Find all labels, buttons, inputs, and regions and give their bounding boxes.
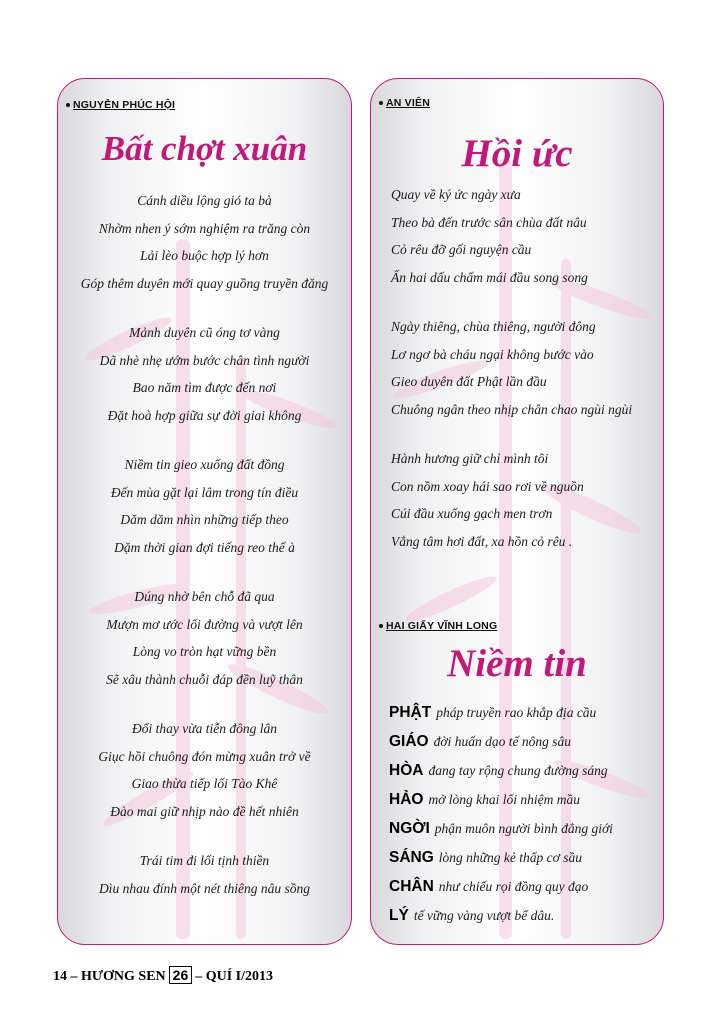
acrostic-line <box>389 698 613 727</box>
poem-line: Cánh diều lộng gió ta bà <box>137 193 272 208</box>
acrostic-keyword: LÝ <box>389 907 409 924</box>
acrostic-text: pháp truyền rao khắp địa cầu <box>436 705 597 720</box>
poem-line: Dã nhè nhẹ ướm bước chân tình người <box>99 352 310 368</box>
poem-body <box>391 181 632 555</box>
poem-line: Chuông ngân theo nhịp chân chao ngùi ngùi <box>391 401 633 417</box>
author-byline <box>379 620 497 632</box>
poem-line: Lòng vo tròn hạt vững bền <box>132 644 277 659</box>
poem-line: Dặm thời gian đợi tiếng reo thế à <box>114 539 295 555</box>
poem-line: Dìu nhau đính một nét thiêng nâu sồng <box>98 880 311 896</box>
stanza-break <box>58 561 351 583</box>
stanza-break <box>58 825 351 847</box>
magazine-name: – HƯƠNG SEN <box>70 969 166 984</box>
acrostic-keyword: PHẬT <box>389 704 432 721</box>
author-name: AN VIÊN <box>386 97 430 109</box>
poem-line: Mảnh duyên cũ óng tơ vàng <box>129 325 280 340</box>
acrostic-text: như chiếu rọi đồng quy đạo <box>438 879 589 894</box>
poem-line: Lơ ngơ bà cháu ngại không bước vào <box>391 346 594 362</box>
poem-line: Đổi thay vừa tiễn đông lân <box>132 721 277 736</box>
poem-line: Cỏ rêu đỡ gối nguyện cầu <box>391 242 532 257</box>
acrostic-line <box>389 756 613 785</box>
poem-line: Cúi đầu xuống gạch men trơn <box>391 506 553 521</box>
poem-line: Góp thêm duyên mới quay guồng truyền đăng <box>80 275 329 291</box>
poem-line: Trái tim đi lối tịnh thiền <box>139 853 270 868</box>
acrostic-line <box>389 872 613 901</box>
issue-number: 26 <box>169 966 193 984</box>
acrostic-text: lòng những kẻ thấp cơ sầu <box>438 850 582 865</box>
poem-line: Bao năm tìm được đến nơi <box>132 380 277 395</box>
acrostic-keyword: NGỜI <box>389 820 430 837</box>
poem-title: Niềm tin <box>447 642 587 685</box>
poem-line: Đặt hoà hợp giữa sự đời giai không <box>107 407 302 423</box>
poem-title: Hồi ức <box>461 132 573 175</box>
author-name: NGUYỄN PHÚC HỘI <box>73 99 176 111</box>
acrostic-keyword: CHÂN <box>389 878 434 895</box>
poem-line: Con nồm xoay hái sao rơi về nguồn <box>391 478 584 494</box>
poem-line: Dúng nhờ bên chỗ đã qua <box>134 589 275 604</box>
acrostic-text: tế vững vàng vượt bể dâu. <box>413 908 555 923</box>
author-name: HAI GIẤY VĨNH LONG <box>386 620 498 632</box>
stanza-break <box>391 291 632 313</box>
poem-line: Niềm tin gieo xuống đất đồng <box>124 457 285 472</box>
poem-line: Đến mùa gặt lại lâm trong tín điều <box>110 484 299 500</box>
acrostic-poem <box>389 698 613 930</box>
poem-line: Hành hương giữ chỉ mình tôi <box>391 451 549 466</box>
poem-line: Đào mai giữ nhịp nào đề hết nhiên <box>110 803 299 819</box>
acrostic-keyword: HÒA <box>389 762 424 779</box>
stanza-break <box>391 423 632 445</box>
poem-line: Gieo duyên đất Phật lần đầu <box>391 374 547 389</box>
acrostic-text: đang tay rộng chung đường sáng <box>428 763 608 778</box>
acrostic-keyword: HẢO <box>389 791 424 808</box>
page-footer <box>53 966 273 985</box>
stanza-break <box>58 693 351 715</box>
acrostic-line <box>389 901 613 930</box>
author-byline <box>66 99 175 111</box>
acrostic-line <box>389 843 613 872</box>
poem-line: Quay về ký ức ngày xưa <box>391 187 521 202</box>
poem-line: Ngày thiêng, chùa thiêng, người đông <box>391 319 596 334</box>
poem-title: Bất chợt xuân <box>101 129 308 168</box>
poem-line: Lải lèo buộc hợp lý hơn <box>140 248 269 263</box>
acrostic-line <box>389 814 613 843</box>
left-poem-panel <box>57 78 352 945</box>
poem-line: Mượn mơ ước lối đường và vượt lên <box>106 616 303 632</box>
poem-line: Theo bà đến trước sân chùa đất nâu <box>391 214 587 230</box>
poem-line: Nhờm nhen ý sớm nghiệm ra trăng còn <box>98 220 311 236</box>
acrostic-keyword: SÁNG <box>389 849 434 866</box>
stanza-break <box>58 297 351 319</box>
poem-body <box>58 187 351 902</box>
poem-line: Giao thừa tiếp lối Tào Khê <box>131 776 278 791</box>
right-poem-panel <box>370 78 664 945</box>
author-byline <box>379 97 430 109</box>
page-number: 14 <box>53 969 67 984</box>
issue-date: – QUÍ I/2013 <box>195 969 274 984</box>
poem-line: Giục hồi chuông đón mừng xuân trở về <box>98 748 311 764</box>
stanza-break <box>58 429 351 451</box>
poem-line: Ấn hai dấu chấm mái đầu song song <box>391 269 588 285</box>
poem-line: Vắng tâm hơi đất, xa hồn cỏ rêu . <box>391 533 573 549</box>
poem-line: Dăm dăm nhìn những tiếp theo <box>120 512 289 527</box>
acrostic-text: đời huấn dạo tế nông sâu <box>433 734 571 749</box>
bullet-icon <box>379 624 383 628</box>
acrostic-text: phận muôn người bình đẳng giới <box>434 821 613 836</box>
acrostic-line <box>389 785 613 814</box>
acrostic-text: mở lòng khai lối nhiệm mầu <box>428 792 581 807</box>
bullet-icon <box>379 101 383 105</box>
bullet-icon <box>66 103 70 107</box>
poem-line: Sẽ xâu thành chuỗi đáp đền luỹ thân <box>106 671 303 687</box>
acrostic-line <box>389 727 613 756</box>
acrostic-keyword: GIÁO <box>389 733 429 750</box>
